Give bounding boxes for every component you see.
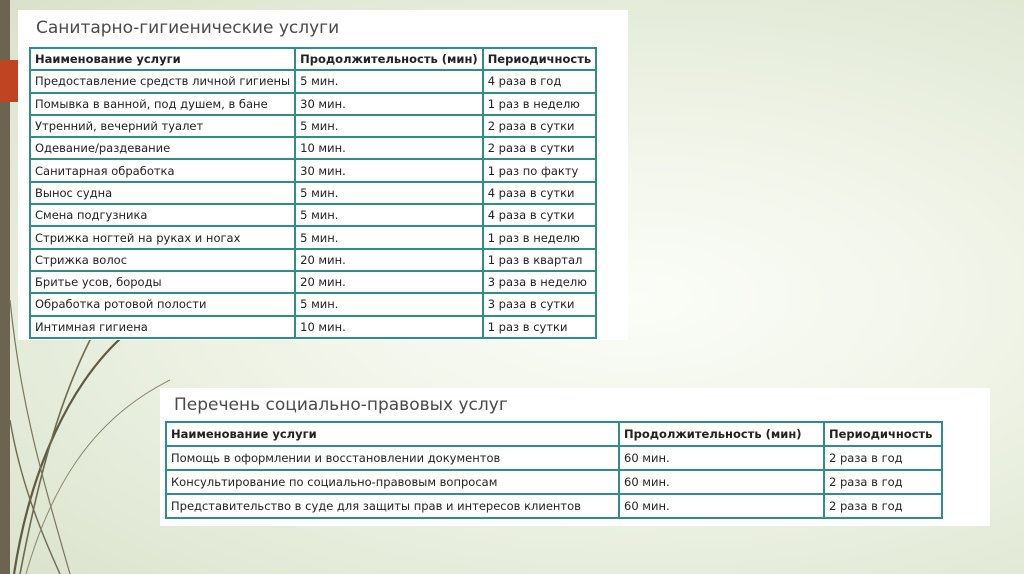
col-header-duration: Продолжительность (мин)	[619, 422, 824, 446]
table-row	[30, 271, 596, 293]
cell-service-name: Вынос судна	[30, 182, 295, 204]
cell-duration: 10 мин.	[295, 316, 483, 338]
cell-duration: 60 мин.	[619, 470, 824, 494]
table-row	[30, 204, 596, 226]
table-row	[30, 226, 596, 248]
col-header-name: Наименование услуги	[30, 48, 295, 70]
cell-service-name: Стрижка волос	[30, 249, 295, 271]
table-row	[30, 159, 596, 181]
cell-service-name: Представительство в суде для защиты прав и интересов клиентов	[166, 494, 619, 518]
table-header-row	[30, 48, 596, 70]
cell-service-name: Обработка ротовой полости	[30, 293, 295, 315]
col-header-frequency: Периодичность	[483, 48, 596, 70]
cell-duration: 5 мин.	[295, 293, 483, 315]
cell-frequency: 4 раза в сутки	[483, 182, 596, 204]
cell-duration: 60 мин.	[619, 446, 824, 470]
cell-service-name: Стрижка ногтей на руках и ногах	[30, 226, 295, 248]
cell-frequency: 3 раза в неделю	[483, 271, 596, 293]
table-row	[30, 137, 596, 159]
cell-frequency: 3 раза в сутки	[483, 293, 596, 315]
col-header-name: Наименование услуги	[166, 422, 619, 446]
cell-duration: 10 мин.	[295, 137, 483, 159]
table-row	[166, 446, 942, 470]
legal-services-title: Перечень социально-правовых услуг	[174, 395, 508, 415]
table-row	[30, 316, 596, 338]
table-row	[30, 182, 596, 204]
cell-duration: 20 мин.	[295, 271, 483, 293]
cell-frequency: 4 раза в сутки	[483, 204, 596, 226]
cell-frequency: 1 раз по факту	[483, 159, 596, 181]
cell-duration: 5 мин.	[295, 70, 483, 92]
cell-duration: 20 мин.	[295, 249, 483, 271]
cell-frequency: 1 раз в квартал	[483, 249, 596, 271]
table-row	[30, 93, 596, 115]
cell-duration: 30 мин.	[295, 159, 483, 181]
cell-frequency: 1 раз в сутки	[483, 316, 596, 338]
cell-frequency: 2 раза в год	[824, 446, 942, 470]
table-row	[30, 115, 596, 137]
cell-duration: 5 мин.	[295, 204, 483, 226]
cell-service-name: Смена подгузника	[30, 204, 295, 226]
cell-frequency: 2 раза в год	[824, 494, 942, 518]
cell-frequency: 4 раза в год	[483, 70, 596, 92]
cell-duration: 5 мин.	[295, 226, 483, 248]
sanitary-services-rows	[30, 70, 596, 338]
col-header-duration: Продолжительность (мин)	[295, 48, 483, 70]
cell-service-name: Предоставление средств личной гигиены	[30, 70, 295, 92]
cell-frequency: 1 раз в неделю	[483, 226, 596, 248]
cell-duration: 5 мин.	[295, 182, 483, 204]
cell-frequency: 1 раз в неделю	[483, 93, 596, 115]
cell-frequency: 2 раза в сутки	[483, 115, 596, 137]
legal-services-panel	[160, 388, 990, 526]
cell-duration: 60 мин.	[619, 494, 824, 518]
table-row	[30, 293, 596, 315]
cell-service-name: Одевание/раздевание	[30, 137, 295, 159]
table-row	[166, 470, 942, 494]
table-row	[30, 249, 596, 271]
table-row	[30, 70, 596, 92]
legal-services-table	[165, 421, 943, 519]
legal-services-rows	[166, 446, 942, 518]
cell-frequency: 2 раза в год	[824, 470, 942, 494]
table-header-row	[166, 422, 942, 446]
sanitary-services-table	[29, 47, 597, 339]
cell-service-name: Бритье усов, бороды	[30, 271, 295, 293]
cell-frequency: 2 раза в сутки	[483, 137, 596, 159]
cell-service-name: Помывка в ванной, под душем, в бане	[30, 93, 295, 115]
cell-service-name: Интимная гигиена	[30, 316, 295, 338]
cell-service-name: Санитарная обработка	[30, 159, 295, 181]
table-row	[166, 494, 942, 518]
sanitary-services-title: Санитарно-гигиенические услуги	[36, 18, 340, 38]
cell-service-name: Консультирование по социально-правовым вопросам	[166, 470, 619, 494]
cell-service-name: Утренний, вечерний туалет	[30, 115, 295, 137]
cell-duration: 30 мин.	[295, 93, 483, 115]
cell-service-name: Помощь в оформлении и восстановлении документов	[166, 446, 619, 470]
cell-duration: 5 мин.	[295, 115, 483, 137]
sanitary-services-panel	[18, 10, 628, 340]
col-header-frequency: Периодичность	[824, 422, 942, 446]
